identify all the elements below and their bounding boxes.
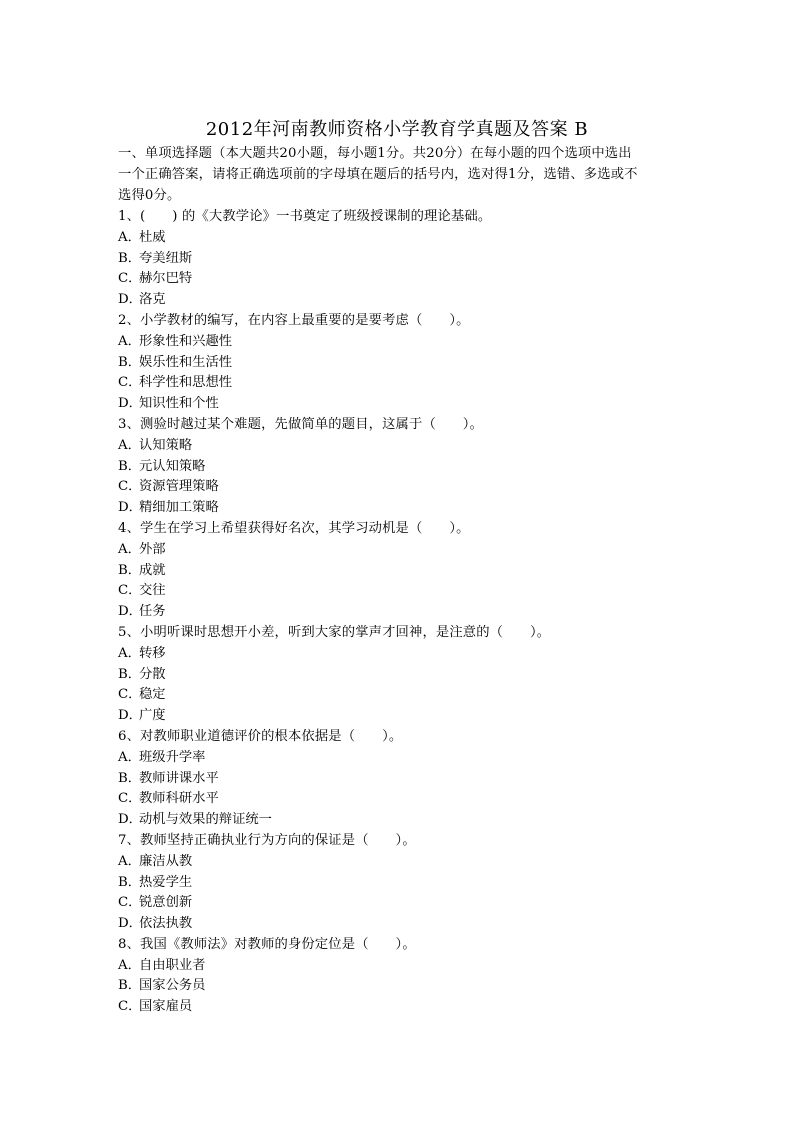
option-letter: D． bbox=[118, 604, 142, 620]
option-text: 知识性和个性 bbox=[139, 396, 219, 412]
option-text: 外部 bbox=[139, 541, 166, 557]
answer-option bbox=[118, 228, 678, 249]
answer-option bbox=[118, 789, 678, 810]
answer-option bbox=[118, 997, 678, 1018]
option-letter: D． bbox=[118, 500, 142, 516]
answer-option bbox=[118, 353, 678, 374]
option-letter: A． bbox=[118, 541, 141, 557]
option-letter: A． bbox=[118, 333, 141, 349]
option-text: 交往 bbox=[139, 583, 166, 599]
option-letter: D． bbox=[118, 708, 142, 724]
answer-option bbox=[118, 976, 678, 997]
question-stem: 1、( ) 的《大教学论》一书奠定了班级授课制的理论基础。 bbox=[118, 209, 492, 224]
option-text: 成就 bbox=[139, 562, 166, 578]
answer-option bbox=[118, 893, 678, 914]
option-text: 廉洁从教 bbox=[139, 853, 193, 869]
option-letter: B． bbox=[118, 354, 142, 370]
option-text: 教师科研水平 bbox=[139, 791, 219, 807]
answer-option bbox=[118, 852, 678, 873]
option-text: 洛克 bbox=[139, 292, 166, 308]
option-text: 班级升学率 bbox=[139, 749, 206, 765]
option-text: 广度 bbox=[139, 708, 166, 724]
option-letter: B． bbox=[118, 770, 142, 786]
question-stem: 5、小明听课时思想开小差，听到大家的掌声才回神，是注意的（ ）。 bbox=[118, 624, 551, 640]
answer-option bbox=[118, 748, 678, 769]
option-letter: C． bbox=[118, 999, 142, 1015]
option-text: 科学性和思想性 bbox=[139, 375, 233, 391]
answer-option bbox=[118, 457, 678, 478]
option-letter: B． bbox=[118, 250, 142, 266]
option-text: 教师讲课水平 bbox=[139, 770, 219, 786]
option-letter: C． bbox=[118, 687, 142, 703]
option-text: 娱乐性和生活性 bbox=[139, 354, 233, 370]
question-stem: 6、对教师职业道德评价的根本依据是（ ）。 bbox=[118, 728, 403, 744]
answer-option bbox=[118, 561, 678, 582]
option-letter: B． bbox=[118, 666, 142, 682]
answer-option bbox=[118, 269, 678, 290]
option-letter: B． bbox=[118, 458, 142, 474]
answer-option bbox=[118, 249, 678, 270]
option-letter: A． bbox=[118, 229, 141, 245]
section-intro bbox=[118, 144, 678, 206]
option-letter: A． bbox=[118, 957, 141, 973]
question-list bbox=[118, 207, 678, 1018]
option-letter: C． bbox=[118, 479, 142, 495]
option-text: 任务 bbox=[139, 604, 166, 620]
option-text: 自由职业者 bbox=[139, 957, 206, 973]
option-text: 资源管理策略 bbox=[139, 479, 219, 495]
option-text: 元认知策略 bbox=[139, 458, 206, 474]
option-text: 形象性和兴趣性 bbox=[139, 333, 233, 349]
option-text: 热爱学生 bbox=[139, 874, 193, 890]
option-text: 依法执教 bbox=[139, 916, 193, 932]
answer-option bbox=[118, 581, 678, 602]
answer-option bbox=[118, 914, 678, 935]
option-letter: D． bbox=[118, 812, 142, 828]
option-letter: D． bbox=[118, 916, 142, 932]
option-letter: A． bbox=[118, 437, 141, 453]
option-letter: C． bbox=[118, 583, 142, 599]
document-title: 2012年河南教师资格小学教育学真题及答案 B bbox=[205, 119, 589, 140]
option-letter: C． bbox=[118, 895, 142, 911]
option-text: 杜威 bbox=[139, 229, 166, 245]
answer-option bbox=[118, 665, 678, 686]
option-letter: A． bbox=[118, 853, 141, 869]
option-text: 动机与效果的辩证统一 bbox=[139, 812, 272, 828]
option-letter: D． bbox=[118, 396, 142, 412]
answer-option bbox=[118, 436, 678, 457]
option-letter: D． bbox=[118, 292, 142, 308]
answer-option bbox=[118, 290, 678, 311]
option-text: 夸美纽斯 bbox=[139, 250, 193, 266]
section-intro-line: 一个正确答案，请将正确选项前的字母填在题后的括号内，选对得1分，选错、多选或不 bbox=[118, 166, 638, 182]
option-letter: C． bbox=[118, 791, 142, 807]
option-letter: B． bbox=[118, 874, 142, 890]
option-text: 赫尔巴特 bbox=[139, 271, 193, 287]
option-text: 精细加工策略 bbox=[139, 500, 219, 516]
question-stem: 2、小学教材的编写，在内容上最重要的是要考虑（ ）。 bbox=[118, 312, 470, 328]
option-text: 分散 bbox=[139, 666, 166, 682]
option-letter: C． bbox=[118, 375, 142, 391]
answer-option bbox=[118, 498, 678, 519]
section-intro-line: 一、单项选择题（本大题共20小题，每小题1分。共20分）在每小题的四个选项中选出 bbox=[118, 146, 632, 161]
question-stem: 8、我国《教师法》对教师的身份定位是（ ）。 bbox=[118, 936, 416, 952]
option-letter: B． bbox=[118, 562, 142, 578]
section-intro-line: 选得0分。 bbox=[118, 187, 181, 203]
option-letter: A． bbox=[118, 749, 141, 765]
answer-option bbox=[118, 373, 678, 394]
answer-option bbox=[118, 956, 678, 977]
option-letter: C． bbox=[118, 271, 142, 287]
answer-option bbox=[118, 644, 678, 665]
option-text: 国家雇员 bbox=[139, 999, 193, 1015]
question-stem: 3、测验时越过某个难题，先做简单的题目，这属于（ ）。 bbox=[118, 416, 484, 432]
answer-option bbox=[118, 873, 678, 894]
answer-option bbox=[118, 332, 678, 353]
option-text: 认知策略 bbox=[139, 437, 193, 453]
option-text: 转移 bbox=[139, 645, 166, 661]
answer-option bbox=[118, 540, 678, 561]
answer-option bbox=[118, 394, 678, 415]
answer-option bbox=[118, 685, 678, 706]
option-text: 锐意创新 bbox=[139, 895, 193, 911]
answer-option bbox=[118, 477, 678, 498]
option-letter: B． bbox=[118, 978, 142, 994]
question-stem: 7、教师坚持正确执业行为方向的保证是（ ）。 bbox=[118, 832, 416, 848]
answer-option bbox=[118, 810, 678, 831]
answer-option bbox=[118, 602, 678, 623]
option-text: 国家公务员 bbox=[139, 978, 206, 994]
answer-option bbox=[118, 769, 678, 790]
answer-option bbox=[118, 706, 678, 727]
option-letter: A． bbox=[118, 645, 141, 661]
question-stem: 4、学生在学习上希望获得好名次，其学习动机是（ ）。 bbox=[118, 520, 470, 536]
option-text: 稳定 bbox=[139, 687, 166, 703]
